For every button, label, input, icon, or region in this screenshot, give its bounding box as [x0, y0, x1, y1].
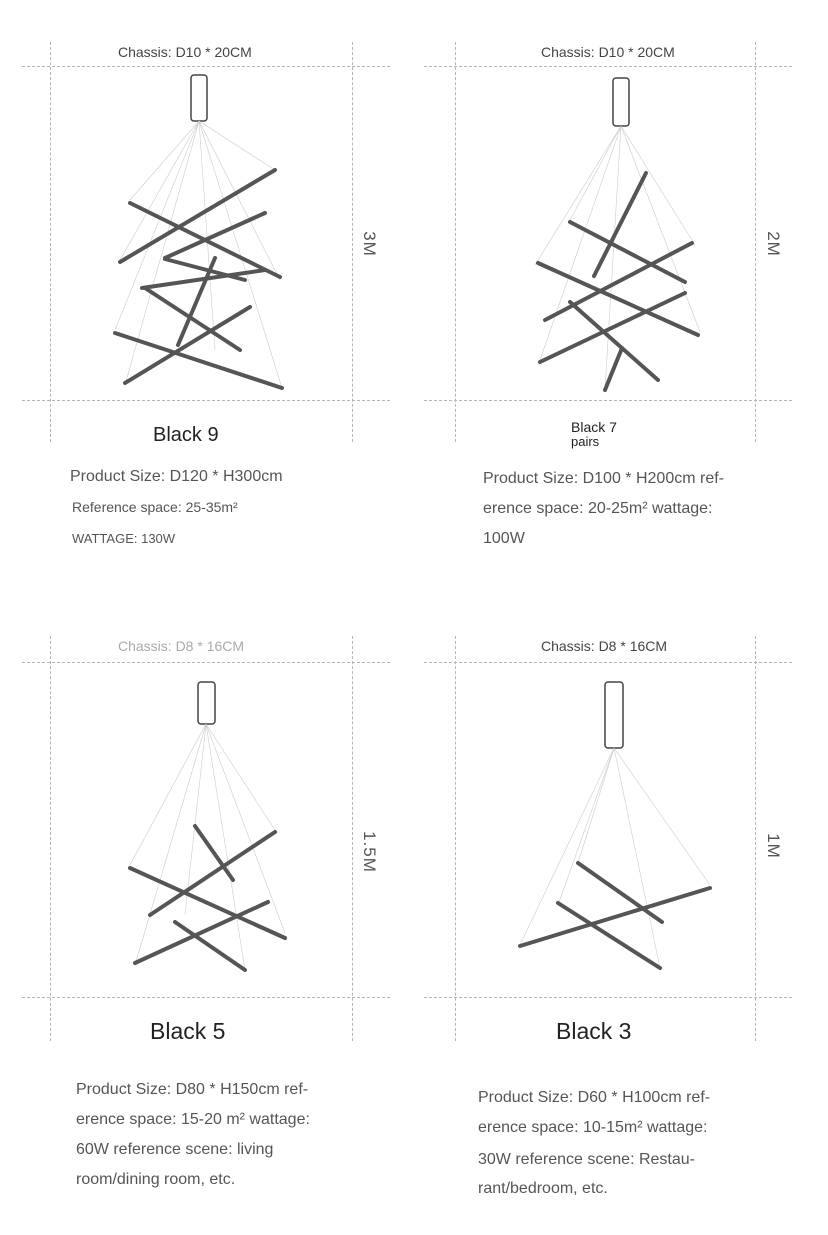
- chandelier-5-illustration: [70, 670, 370, 990]
- height-label: 3M: [359, 231, 379, 257]
- model-name: Black 3: [556, 1018, 632, 1044]
- chandelier-3-illustration: [470, 670, 770, 990]
- guide-line-top-right-2: [424, 662, 792, 663]
- guide-line-top-left-2: [22, 662, 390, 663]
- height-label: 1M: [763, 833, 783, 859]
- guide-line-v5: [50, 636, 51, 1041]
- chassis-label: Chassis: D10 * 20CM: [118, 44, 252, 60]
- guide-line-top-left: [22, 66, 390, 67]
- guide-line-bottom-right-2: [424, 997, 792, 998]
- product-size: Product Size: D100 * H200cm ref-: [483, 470, 724, 487]
- chassis-label: Chassis: D8 * 16CM: [541, 638, 668, 654]
- guide-line-v7: [455, 636, 456, 1041]
- height-label: 2M: [763, 231, 783, 257]
- reference-scene: rant/bedroom, etc.: [478, 1180, 608, 1197]
- reference-space: erence space: 15-20 m² wattage:: [76, 1111, 310, 1128]
- model-name-line2: pairs: [571, 434, 600, 449]
- product-size: Product Size: D80 * H150cm ref-: [76, 1081, 309, 1098]
- chassis-label: Chassis: D10 * 20CM: [541, 44, 675, 60]
- height-label: 1.5M: [359, 831, 379, 873]
- guide-line-top-right: [424, 66, 792, 67]
- chandelier-7-illustration: [470, 70, 770, 390]
- model-name: Black 9: [153, 424, 219, 446]
- product-size: Product Size: D120 * H300cm: [70, 468, 283, 485]
- reference-space: erence space: 10-15m² wattage:: [478, 1119, 708, 1136]
- guide-line-bottom-right: [424, 400, 792, 401]
- guide-line-bottom-left-2: [22, 997, 390, 998]
- reference-scene: room/dining room, etc.: [76, 1171, 236, 1188]
- wattage-scene: 30W reference scene: Restau-: [478, 1151, 695, 1168]
- model-name: Black 5: [150, 1018, 226, 1044]
- reference-space: Reference space: 25-35m²: [72, 499, 238, 515]
- chandelier-9-illustration: [70, 70, 370, 390]
- wattage: 100W: [483, 530, 525, 547]
- guide-line-bottom-left: [22, 400, 390, 401]
- product-size: Product Size: D60 * H100cm ref-: [478, 1089, 711, 1106]
- wattage: WATTAGE: 130W: [72, 531, 176, 546]
- guide-line-v1: [50, 42, 51, 442]
- chassis-label: Chassis: D8 * 16CM: [118, 638, 245, 654]
- reference-space: erence space: 20-25m² wattage:: [483, 500, 713, 517]
- wattage-scene: 60W reference scene: living: [76, 1141, 274, 1158]
- model-name: Black 7: [571, 419, 617, 435]
- guide-line-v3: [455, 42, 456, 442]
